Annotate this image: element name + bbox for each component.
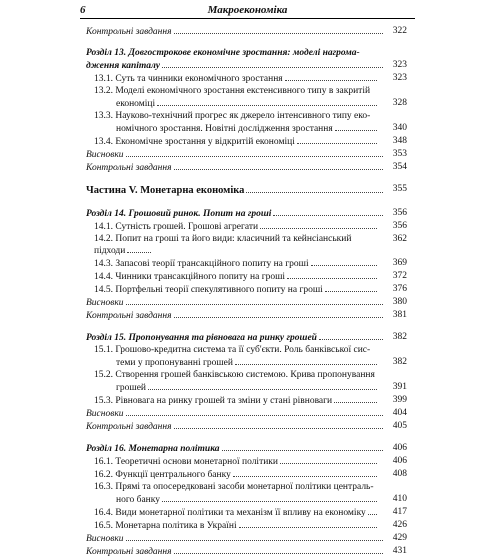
toc-page-number [385, 482, 407, 493]
toc-page-number: 356 [392, 208, 407, 218]
toc-spacer [86, 323, 407, 332]
toc-page-number: 328 [392, 98, 407, 108]
toc-entry-text [94, 86, 385, 97]
toc-page-number [385, 370, 407, 381]
header-page-number: 6 [80, 4, 86, 16]
dot-leader [126, 408, 383, 416]
toc-page-number: 382 [392, 332, 407, 342]
header-title: Макроекономіка [207, 4, 288, 16]
toc-entry[interactable] [86, 507, 407, 519]
toc-entry-text [94, 469, 385, 481]
toc-entry-text [94, 221, 385, 233]
toc-entry-label: дження капіталу [86, 61, 161, 71]
toc-entry[interactable] [86, 345, 407, 356]
toc-entry-label: Висновки [86, 534, 124, 544]
toc-entry-text [94, 98, 385, 110]
toc-entry[interactable] [86, 26, 407, 38]
toc-entry-label: Контрольні завдання [86, 547, 172, 557]
toc-page-number: 382 [392, 357, 407, 367]
toc-entry[interactable] [86, 469, 407, 481]
toc-entry-text [86, 332, 385, 344]
dot-leader [235, 357, 377, 365]
toc-entry-label: теми у пропонуванні грошей [116, 358, 233, 368]
toc-page-number: 408 [392, 469, 407, 479]
toc-entry-text [86, 546, 385, 558]
toc-entry[interactable] [86, 184, 407, 198]
toc-entry-label: 13.1. Суть та чинники економічного зростання [94, 74, 283, 84]
toc-entry[interactable] [86, 149, 407, 161]
toc-entry-label: Контрольні завдання [86, 422, 172, 432]
dot-leader [126, 149, 383, 157]
toc-entry-label: номічного зростання. Новітні дослідження зростання [116, 124, 333, 134]
dot-leader [233, 469, 377, 477]
toc-entry-label: 16.4. Види монетарної політики та механізм її впливу на економіку [94, 508, 366, 518]
toc-page-number: 340 [392, 123, 407, 133]
toc-page-number: 322 [392, 26, 407, 36]
dot-leader [368, 507, 377, 515]
toc-entry-text [86, 421, 385, 433]
dot-leader [127, 245, 151, 253]
toc-page-number: 362 [392, 234, 407, 244]
toc-page-number: 381 [392, 310, 407, 320]
toc-entry[interactable] [86, 408, 407, 420]
toc-page-number: 410 [392, 494, 407, 504]
toc-entry-text [94, 507, 385, 519]
toc-entry-text [94, 111, 385, 122]
toc-page-number: 369 [392, 258, 407, 268]
dot-leader [126, 297, 383, 305]
toc-entry-label: 14.3. Запасові теорії трансакційного попиту на гроші [94, 259, 309, 269]
toc-entry-text [94, 395, 385, 407]
toc-entry[interactable] [86, 297, 407, 309]
toc-entry-text [94, 234, 385, 257]
toc-entry[interactable] [86, 494, 407, 506]
dot-leader [148, 382, 377, 390]
toc-page-number: 354 [392, 162, 407, 172]
dot-leader [285, 73, 377, 81]
toc-page-number: 426 [392, 520, 407, 530]
toc-entry-label: 15.1. Грошово-кредитна система та її суб'єкти. Роль банківської сис- [94, 345, 371, 355]
dot-leader [325, 284, 377, 292]
toc-entry[interactable] [86, 370, 407, 381]
toc-entry-text [86, 60, 385, 72]
dot-leader [260, 221, 377, 229]
toc-entry-text [86, 408, 385, 420]
toc-page-number: 404 [392, 408, 407, 418]
toc-page-number: 399 [392, 395, 407, 405]
dot-leader [239, 520, 377, 528]
toc-entry[interactable] [86, 258, 407, 270]
toc-entry-label: 14.2. Попит на гроші та його види: класичний та кейнсіанський підходи [94, 234, 352, 256]
toc-entry[interactable] [86, 482, 407, 493]
toc-page-number: 356 [392, 221, 407, 231]
toc-entry[interactable] [86, 111, 407, 122]
toc-entry-text [86, 162, 385, 174]
dot-leader [162, 60, 383, 68]
toc-entry-text [94, 370, 385, 381]
toc-entry[interactable] [86, 357, 407, 369]
toc-entry[interactable] [86, 208, 407, 220]
toc-entry-text [86, 310, 385, 322]
toc-page-number: 405 [392, 421, 407, 431]
toc-entry-text [94, 73, 385, 85]
toc-entry[interactable] [86, 520, 407, 532]
toc-entry[interactable] [86, 546, 407, 558]
toc-entry-label: 15.3. Рівновага на ринку грошей та зміни у стані рівноваги [94, 396, 333, 406]
toc-entry-text [94, 258, 385, 270]
toc-spacer [86, 175, 407, 184]
toc-entry-label: Висновки [86, 298, 124, 308]
toc-entry-text [86, 208, 385, 220]
toc-page-number [385, 111, 407, 122]
toc-entry-label: 14.5. Портфельні теорії спекулятивного попиту на гроші [94, 285, 323, 295]
dot-leader [280, 456, 377, 464]
toc-entry-label: Контрольні завдання [86, 163, 172, 173]
toc-entry-text [94, 494, 385, 506]
toc-page-number: 372 [392, 271, 407, 281]
toc-entry-text [94, 136, 385, 148]
dot-leader [335, 123, 377, 131]
toc-entry-label: 13.4. Економічне зростання у відкритій економіці [94, 137, 295, 147]
toc-entry-label: Розділ 15. Пропонування та рівновага на ринку грошей [86, 333, 317, 343]
dot-leader [174, 26, 383, 34]
toc-spacer [86, 434, 407, 443]
toc-entry-label: ного банку [116, 495, 160, 505]
toc-entry-text [94, 382, 385, 394]
toc-page-number: 323 [392, 60, 407, 70]
dot-leader [162, 494, 377, 502]
toc-entry-label: 15.2. Створення грошей банківською системою. Крива пропонування [94, 370, 375, 380]
toc-entry[interactable] [86, 382, 407, 394]
toc-entry[interactable] [86, 221, 407, 233]
toc-entry[interactable] [86, 395, 407, 407]
toc-entry-text [94, 284, 385, 296]
toc-entry-label: Висновки [86, 150, 124, 160]
toc-entry[interactable] [86, 86, 407, 97]
toc-entry-label: 13.2. Моделі економічного зростання екстенсивного типу в закритій [94, 86, 371, 96]
toc-page-number: 391 [392, 382, 407, 392]
toc-entry[interactable] [86, 73, 407, 85]
toc-entry[interactable] [86, 123, 407, 135]
toc-entry[interactable] [86, 48, 407, 59]
toc-page-number: 323 [392, 73, 407, 83]
toc-entry-label: 13.3. Науково-технічний прогрес як джерело інтенсивного типу еко- [94, 111, 371, 121]
toc-entry[interactable] [86, 421, 407, 433]
dot-leader [174, 310, 383, 318]
toc-page-number: 406 [392, 456, 407, 466]
toc-entry[interactable] [86, 443, 407, 455]
toc-entry[interactable] [86, 136, 407, 148]
toc-entry[interactable] [86, 271, 407, 283]
toc-entry-text [94, 482, 385, 493]
toc-entry-text [86, 443, 385, 455]
running-header [80, 4, 415, 18]
toc-page-number: 355 [392, 184, 407, 194]
toc-page-number: 431 [392, 546, 407, 556]
toc-entry-label: Розділ 14. Грошовий ринок. Попит на гроші [86, 209, 272, 219]
toc-entry-label: Висновки [86, 409, 124, 419]
toc-entry-label: Контрольні завдання [86, 27, 172, 37]
toc-entry[interactable] [86, 456, 407, 468]
toc-entry-text [94, 345, 385, 356]
toc-entry-label: 16.2. Функції центрального банку [94, 470, 231, 480]
toc-entry-label: Розділ 16. Монетарна політика [86, 444, 220, 454]
toc-page-number: 429 [392, 533, 407, 543]
dot-leader [273, 208, 383, 216]
dot-leader [174, 421, 383, 429]
toc-entry[interactable] [86, 98, 407, 110]
dot-leader [174, 162, 383, 170]
toc-page-number [385, 48, 407, 59]
dot-leader [319, 332, 383, 340]
toc-entry-text [86, 26, 385, 38]
toc-entry-label: 16.1. Теоретичні основи монетарної політики [94, 457, 279, 467]
dot-leader [246, 185, 383, 193]
toc-entry-text [94, 123, 385, 135]
toc-page-number [385, 86, 407, 97]
toc-page-number: 417 [392, 507, 407, 517]
toc-entry-label: 14.1. Сутність грошей. Грошові агрегати [94, 222, 259, 232]
toc-entry[interactable] [86, 533, 407, 545]
dot-leader [334, 395, 377, 403]
toc-entry-text [94, 520, 385, 532]
toc-entry-text [86, 533, 385, 545]
toc-entry-label: економіці [116, 99, 156, 109]
toc-entry[interactable] [86, 234, 407, 257]
toc-entry[interactable] [86, 310, 407, 322]
toc-page-number: 380 [392, 297, 407, 307]
toc-entry[interactable] [86, 60, 407, 72]
dot-leader [297, 136, 377, 144]
toc-entry-label: грошей [116, 383, 147, 393]
toc-entry[interactable] [86, 162, 407, 174]
toc-spacer [86, 199, 407, 208]
toc-entry-text [94, 271, 385, 283]
dot-leader [311, 258, 377, 266]
toc-entry-text [86, 149, 385, 161]
toc-entry-text [86, 48, 385, 59]
toc-page-number: 376 [392, 284, 407, 294]
toc-spacer [86, 39, 407, 48]
toc-entry[interactable] [86, 284, 407, 296]
toc-entry-text [86, 184, 385, 198]
header-rule [80, 18, 415, 19]
toc-page-number: 348 [392, 136, 407, 146]
toc-entry[interactable] [86, 332, 407, 344]
toc-entry-label: Контрольні завдання [86, 311, 172, 321]
toc-page-number: 353 [392, 149, 407, 159]
toc-entry-label: Розділ 13. Довгострокове економічне зростання: моделі нагрома- [86, 48, 360, 58]
toc-entry-label: 16.5. Монетарна політика в Україні [94, 521, 237, 531]
toc-entry-label: 16.3. Прямі та опосередковані засоби монетарної політики централь- [94, 482, 374, 492]
dot-leader [126, 533, 383, 541]
table-of-contents [86, 26, 407, 559]
toc-entry-text [86, 297, 385, 309]
dot-leader [222, 443, 383, 451]
dot-leader [287, 271, 377, 279]
dot-leader [174, 546, 383, 554]
toc-page-number: 406 [392, 443, 407, 453]
toc-entry-text [94, 357, 385, 369]
toc-entry-label: 14.4. Чинники трансакційного попиту на гроші [94, 272, 286, 282]
toc-entry-label: Частина V. Монетарна економіка [86, 185, 245, 196]
dot-leader [157, 98, 377, 106]
toc-page-number [385, 345, 407, 356]
toc-entry-text [94, 456, 385, 468]
